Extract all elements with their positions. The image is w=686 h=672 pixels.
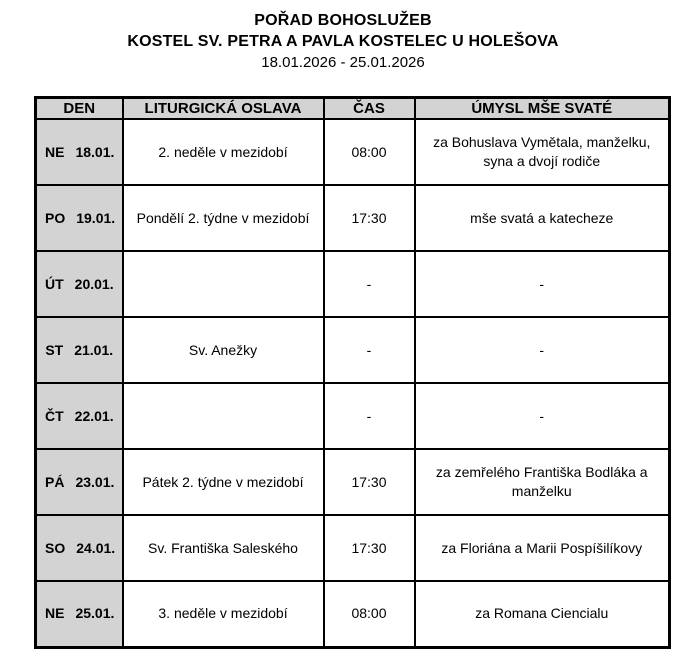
table-row [36, 119, 670, 185]
column-header-celebration: LITURGICKÁ OSLAVA [123, 98, 324, 120]
celebration-cell [123, 383, 324, 449]
column-header-intention: ÚMYSL MŠE SVATÉ [415, 98, 670, 120]
time-cell: 17:30 [324, 185, 415, 251]
day-abbreviation: PÁ [45, 473, 65, 490]
intention-cell: za Romana Ciencialu [415, 581, 670, 647]
celebration-cell: Pátek 2. týdne v mezidobí [123, 449, 324, 515]
time-cell: 17:30 [324, 515, 415, 581]
table-row [36, 383, 670, 449]
day-cell [36, 581, 123, 647]
day-date: 24.01. [76, 539, 116, 556]
table-row [36, 251, 670, 317]
day-abbreviation: ČT [45, 407, 64, 424]
intention-cell: - [415, 317, 670, 383]
time-cell: 08:00 [324, 119, 415, 185]
intention-cell: - [415, 251, 670, 317]
time-cell: 08:00 [324, 581, 415, 647]
title-block [0, 0, 686, 73]
celebration-cell [123, 251, 324, 317]
intention-cell: za Floriána a Marii Pospíšilíkovy [415, 515, 670, 581]
intention-cell: - [415, 383, 670, 449]
time-cell: - [324, 251, 415, 317]
time-cell: - [324, 383, 415, 449]
day-cell [36, 383, 123, 449]
day-date: 20.01. [74, 275, 114, 292]
time-cell: 17:30 [324, 449, 415, 515]
date-range: 18.01.2026 - 25.01.2026 [261, 54, 425, 71]
day-cell [36, 185, 123, 251]
day-date: 19.01. [76, 209, 116, 226]
intention-cell: za Bohuslava Vymětala, manželku, syna a dvojí rodiče [415, 119, 670, 185]
celebration-cell: Sv. Anežky [123, 317, 324, 383]
celebration-cell: Pondělí 2. týdne v mezidobí [123, 185, 324, 251]
page-subtitle: KOSTEL SV. PETRA A PAVLA KOSTELEC U HOLEŠOVA [127, 33, 559, 50]
day-cell [36, 119, 123, 185]
day-abbreviation: NE [45, 143, 65, 160]
day-abbreviation: PO [45, 209, 66, 226]
column-header-day: DEN [36, 98, 123, 120]
schedule-table-head [36, 98, 670, 120]
celebration-cell: Sv. Františka Saleského [123, 515, 324, 581]
table-row [36, 581, 670, 647]
day-abbreviation: NE [45, 605, 65, 622]
day-date: 21.01. [74, 341, 114, 358]
table-row [36, 515, 670, 581]
page-title: POŘAD BOHOSLUŽEB [254, 12, 432, 29]
celebration-cell: 2. neděle v mezidobí [123, 119, 324, 185]
day-cell [36, 449, 123, 515]
day-abbreviation: ST [45, 341, 64, 358]
day-cell [36, 515, 123, 581]
day-abbreviation: ÚT [45, 275, 64, 292]
celebration-cell: 3. neděle v mezidobí [123, 581, 324, 647]
time-cell: - [324, 317, 415, 383]
table-row [36, 449, 670, 515]
table-row [36, 317, 670, 383]
intention-cell: mše svatá a katecheze [415, 185, 670, 251]
day-date: 18.01. [75, 143, 115, 160]
day-date: 25.01. [75, 605, 115, 622]
intention-cell: za zemřelého Františka Bodláka a manželku [415, 449, 670, 515]
day-date: 23.01. [75, 473, 115, 490]
schedule-table [34, 96, 671, 649]
table-row [36, 185, 670, 251]
day-cell [36, 317, 123, 383]
header-row [36, 98, 670, 120]
day-date: 22.01. [74, 407, 114, 424]
schedule-table-body [36, 119, 670, 647]
day-abbreviation: SO [45, 539, 66, 556]
day-cell [36, 251, 123, 317]
column-header-time: ČAS [324, 98, 415, 120]
